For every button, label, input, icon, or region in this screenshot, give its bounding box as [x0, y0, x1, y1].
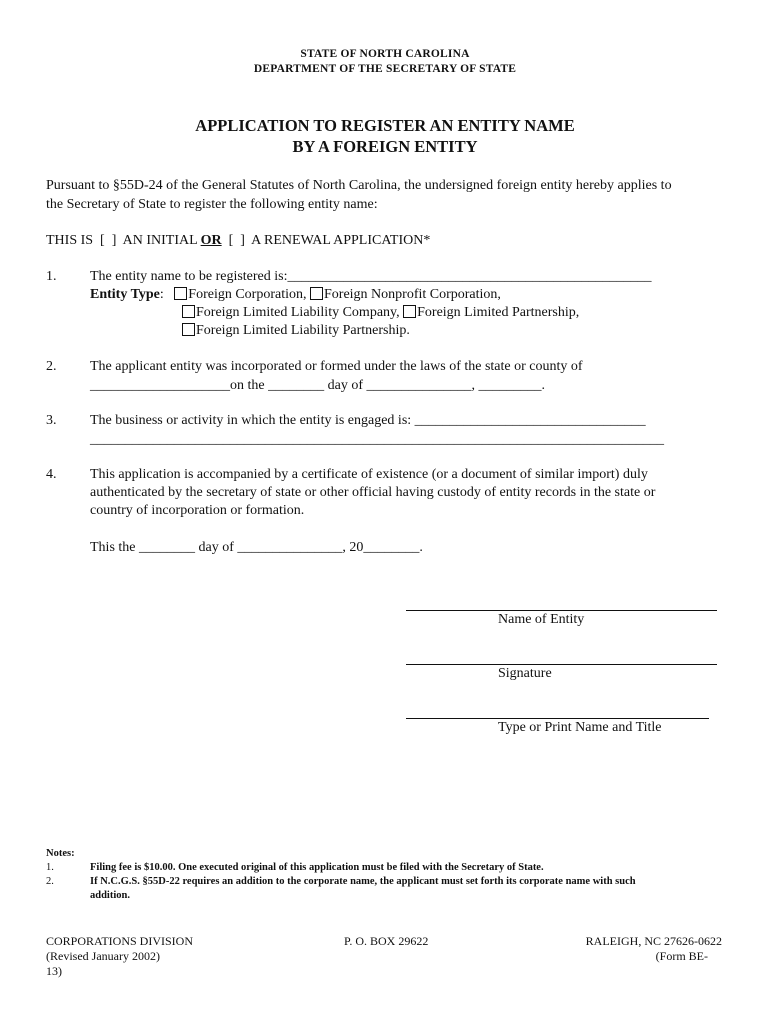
entity-name-signature-line[interactable] — [406, 610, 717, 611]
footer-revised: (Revised January 2002) — [46, 949, 160, 963]
entity-type-row1 — [90, 287, 501, 303]
foreign-llc-label: Foreign Limited Liability Company, — [196, 305, 400, 320]
footer-form-number: 13) — [46, 964, 62, 978]
notes-heading: Notes: — [46, 848, 75, 859]
application-type — [46, 233, 430, 249]
foreign-nonprofit-checkbox[interactable] — [310, 287, 323, 300]
form-title-line1: APPLICATION TO REGISTER AN ENTITY NAME — [195, 116, 575, 135]
entity-name-caption: Name of Entity — [498, 612, 585, 627]
agency-department: DEPARTMENT OF THE SECRETARY OF STATE — [253, 63, 517, 75]
note-number: 2. — [46, 876, 54, 887]
foreign-corporation-label: Foreign Corporation, — [188, 287, 307, 302]
form-title-line2: BY A FOREIGN ENTITY — [292, 137, 478, 156]
print-name-line[interactable] — [406, 718, 709, 719]
certificate-line2: authenticated by the secretary of state or other official having custody of entity records in the state or — [90, 485, 656, 500]
incorporation-text: The applicant entity was incorporated or formed under the laws of the state or county of — [90, 359, 583, 374]
note-filing-fee: Filing fee is $10.00. One executed original of this application must be filed with the Secretary of State. — [90, 862, 544, 873]
foreign-lp-label: Foreign Limited Partnership, — [417, 305, 580, 320]
foreign-llc-checkbox[interactable] — [182, 305, 195, 318]
item-number: 3. — [46, 413, 57, 428]
business-activity-field-cont[interactable]: __________________________________________________________________________________ — [90, 432, 664, 447]
agency-state: STATE OF NORTH CAROLINA — [300, 48, 470, 60]
footer-city: RALEIGH, NC 27626-0622 — [585, 934, 722, 948]
application-type-renewal[interactable]: [ ] A RENEWAL APPLICATION* — [221, 233, 431, 248]
foreign-nonprofit-label: Foreign Nonprofit Corporation, — [324, 287, 501, 302]
foreign-corporation-checkbox[interactable] — [174, 287, 187, 300]
intro-line1: Pursuant to §55D-24 of the General Statutes of North Carolina, the undersigned foreign entity hereby applies to — [46, 178, 672, 193]
item-number: 1. — [46, 269, 57, 284]
note-corporate-name-cont: addition. — [90, 890, 130, 901]
footer-division: CORPORATIONS DIVISION — [46, 934, 194, 948]
signature-line[interactable] — [406, 664, 717, 665]
item-number: 2. — [46, 359, 57, 374]
certificate-line3: country of incorporation or formation. — [90, 503, 305, 518]
footer-form-label: (Form BE- — [655, 949, 708, 963]
foreign-lp-checkbox[interactable] — [403, 305, 416, 318]
intro-line2: the Secretary of State to register the following entity name: — [46, 197, 378, 212]
certificate-line1: This application is accompanied by a certificate of existence (or a document of similar import) duly — [90, 467, 648, 482]
note-corporate-name: If N.C.G.S. §55D-22 requires an addition to the corporate name, the applicant must set forth its corporate name with such — [90, 876, 636, 887]
entity-type-row2 — [182, 305, 579, 321]
entity-type-row3 — [182, 323, 410, 339]
entity-type-colon: : — [159, 287, 164, 302]
date-field[interactable]: This the ________ day of _______________, 20________. — [90, 540, 423, 555]
note-number: 1. — [46, 862, 54, 873]
footer-po-box: P. O. BOX 29622 — [344, 934, 429, 948]
foreign-llp-label: Foreign Limited Liability Partnership. — [196, 323, 410, 338]
application-type-initial[interactable]: THIS IS [ ] AN INITIAL — [46, 233, 201, 248]
signature-caption: Signature — [498, 666, 552, 681]
entity-type-label: Entity Type — [90, 287, 160, 302]
entity-name-field[interactable]: The entity name to be registered is:____________________________________________________ — [90, 269, 652, 284]
or-emphasis: OR — [200, 233, 222, 248]
incorporation-fields[interactable]: ____________________on the ________ day of _______________, _________. — [90, 378, 545, 393]
business-activity-field[interactable]: The business or activity in which the entity is engaged is: _________________________________ — [90, 413, 646, 428]
foreign-llp-checkbox[interactable] — [182, 323, 195, 336]
item-number: 4. — [46, 467, 57, 482]
print-name-caption: Type or Print Name and Title — [498, 720, 662, 735]
